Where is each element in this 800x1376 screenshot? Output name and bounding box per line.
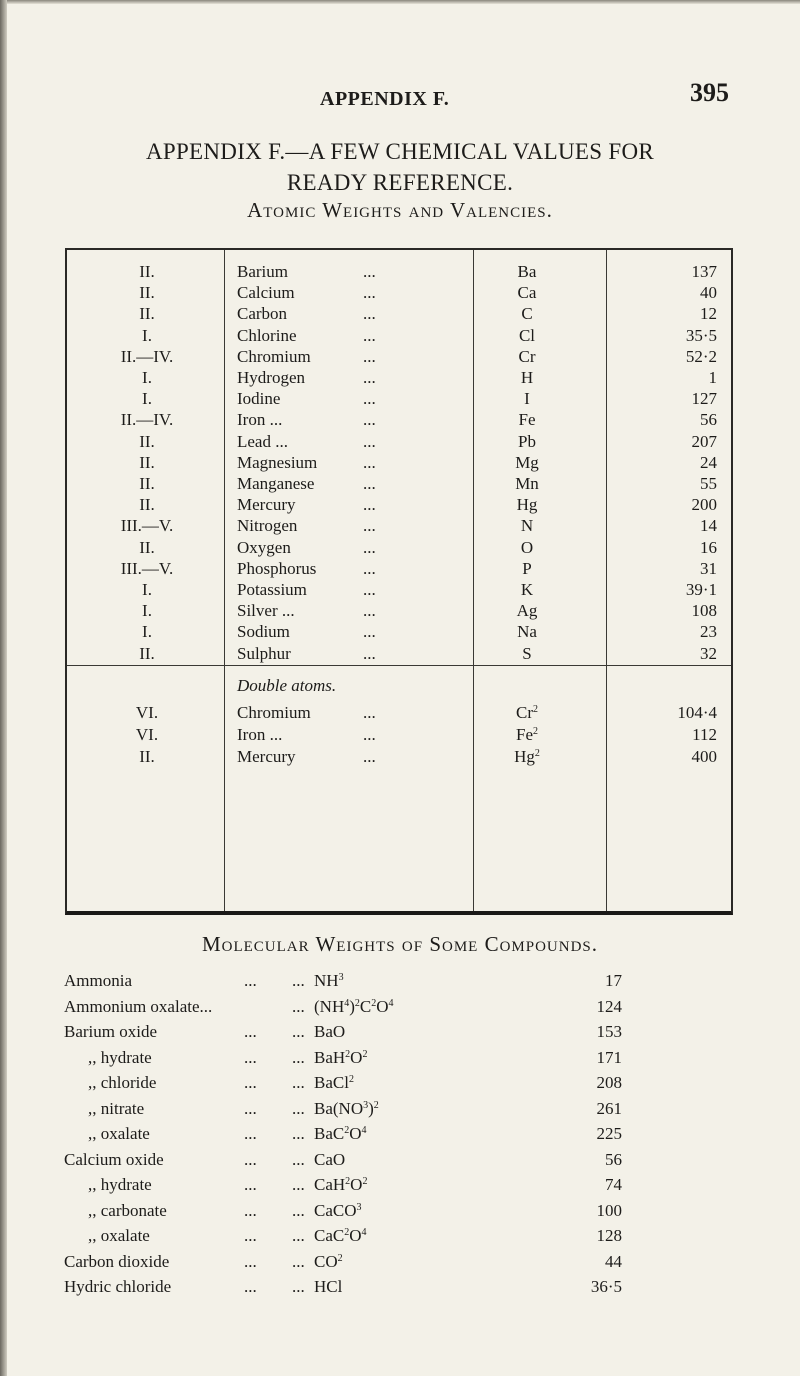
atomic-weight-cell: 35·5 xyxy=(685,325,717,345)
dot-leader: ... xyxy=(363,283,376,303)
atomic-weight-cell: 1 xyxy=(708,368,717,387)
symbol-cell: Ba xyxy=(517,262,537,281)
symbol-cell: Ag xyxy=(516,601,538,621)
symbol-cell: Ca xyxy=(517,283,537,303)
atomic-weight-cell: 55 xyxy=(700,474,717,493)
page-title xyxy=(0,136,800,198)
compound-row xyxy=(64,1121,764,1147)
element-row xyxy=(67,408,731,431)
atomic-weight-cell: 40 xyxy=(700,283,717,303)
compound-formula: CaO xyxy=(314,1149,346,1169)
molecular-weights-list xyxy=(64,968,764,1300)
dot-leader: ... xyxy=(292,1277,305,1296)
atomic-weight-cell: 16 xyxy=(700,537,717,557)
valency-cell: I. xyxy=(142,325,152,345)
dot-leader: ... xyxy=(244,1226,257,1245)
atomic-weight-cell: 137 xyxy=(691,262,717,281)
compound-name: Carbon dioxide xyxy=(64,1251,170,1271)
dot-leader: ... xyxy=(363,516,376,536)
compound-row xyxy=(64,1249,764,1275)
element-name-cell: Nitrogen xyxy=(237,516,298,536)
compound-row xyxy=(64,1045,764,1071)
atomic-weights-heading: Atomic Weights and Valencies. xyxy=(247,198,553,222)
page-top-edge xyxy=(0,0,800,4)
atomic-weight-cell: 52·2 xyxy=(685,346,717,366)
atomic-weight-cell: 39·1 xyxy=(685,580,717,599)
symbol-cell: Cr$^2$ xyxy=(516,703,538,722)
element-name-cell: Phosphorus xyxy=(237,558,317,578)
dot-leader: ... xyxy=(244,1277,257,1296)
symbol-cell: Na xyxy=(517,622,537,642)
dot-leader: ... xyxy=(292,1098,305,1118)
element-row xyxy=(67,451,731,474)
symbol-cell: Fe xyxy=(518,410,536,430)
symbol-cell: S xyxy=(522,643,532,663)
dot-leader: ... xyxy=(244,1073,257,1092)
element-name-cell: Chromium xyxy=(237,703,311,722)
dot-leader: ... xyxy=(292,996,305,1016)
compound-name: ,, nitrate xyxy=(88,1098,145,1118)
valency-cell: I. xyxy=(142,368,152,387)
element-name-cell: Oxygen xyxy=(237,537,291,557)
valency-cell: II. xyxy=(139,262,155,281)
compound-name: Calcium oxide xyxy=(64,1149,164,1169)
double-atom-row xyxy=(67,745,731,768)
compound-name: ,, hydrate xyxy=(88,1175,152,1194)
symbol-cell: P xyxy=(522,558,532,578)
dot-leader: ... xyxy=(244,1124,257,1143)
molecular-weight: 225 xyxy=(596,1124,622,1143)
compound-row xyxy=(64,1198,764,1224)
symbol-cell: I xyxy=(524,389,530,409)
dot-leader: ... xyxy=(244,1251,257,1271)
element-name-cell: Lead ... xyxy=(237,431,288,451)
dot-leader: ... xyxy=(363,325,376,345)
dot-leader: ... xyxy=(292,1047,305,1067)
double-atoms-heading: Double atoms. xyxy=(237,676,337,695)
running-title: APPENDIX F. xyxy=(320,88,450,110)
molecular-weights-heading: Molecular Weights of Some Compounds. xyxy=(201,932,599,956)
molecular-weight: 100 xyxy=(596,1200,622,1220)
page-title-line-2: READY REFERENCE. xyxy=(286,170,514,195)
element-row xyxy=(67,387,731,410)
dot-leader: ... xyxy=(363,580,376,599)
compound-row xyxy=(64,1019,764,1045)
molecular-weight: 208 xyxy=(596,1073,622,1092)
valency-cell: II. xyxy=(139,643,155,663)
valency-cell: II. xyxy=(139,474,155,493)
dot-leader: ... xyxy=(292,1149,305,1169)
molecular-weight: 128 xyxy=(596,1226,622,1245)
valency-cell: II. xyxy=(139,283,155,303)
symbol-cell: Mn xyxy=(515,474,539,493)
compound-formula: $CaC^2O^4$ xyxy=(314,1226,367,1245)
valency-cell: II. xyxy=(139,747,155,766)
element-row xyxy=(67,578,731,601)
symbol-cell: Cr xyxy=(518,346,536,366)
dot-leader: ... xyxy=(363,643,376,663)
element-name-cell: Calcium xyxy=(237,283,295,303)
valency-cell: III.—V. xyxy=(120,516,174,536)
compound-formula: $Ba(NO^3)^2$ xyxy=(314,1098,379,1118)
element-row xyxy=(67,472,731,495)
symbol-cell: Hg$^2$ xyxy=(514,747,540,766)
element-row xyxy=(67,642,731,665)
dot-leader: ... xyxy=(244,1022,257,1041)
dot-leader: ... xyxy=(244,1175,257,1194)
compound-name: ,, carbonate xyxy=(88,1200,167,1220)
element-name-cell: Barium xyxy=(237,262,288,281)
valency-cell: I. xyxy=(142,389,152,409)
symbol-cell: N xyxy=(520,516,534,536)
compound-formula: $CO^2$ xyxy=(314,1251,343,1271)
dot-leader: ... xyxy=(292,1200,305,1220)
table-section-divider xyxy=(67,665,731,666)
compound-row xyxy=(64,1274,764,1300)
atomic-weights-table xyxy=(65,248,733,915)
valency-cell: I. xyxy=(142,622,152,642)
valency-cell: VI. xyxy=(135,725,159,744)
dot-leader: ... xyxy=(363,262,376,281)
element-row xyxy=(67,260,731,283)
compound-row xyxy=(64,1223,764,1249)
dot-leader: ... xyxy=(363,495,376,515)
page-title-line-1: APPENDIX F.—A FEW CHEMICAL VALUES FOR xyxy=(145,139,655,164)
molecular-weight: 36·5 xyxy=(590,1277,622,1296)
atomic-weight-cell: 200 xyxy=(691,495,717,515)
atomic-weight-cell: 32 xyxy=(700,643,717,663)
dot-leader: ... xyxy=(363,368,376,387)
element-name-cell: Sodium xyxy=(237,622,290,642)
symbol-cell: H xyxy=(520,368,534,387)
valency-cell: II.—IV. xyxy=(120,346,174,366)
page-number: 395 xyxy=(690,78,729,107)
dot-leader: ... xyxy=(244,1200,257,1220)
valency-cell: II. xyxy=(139,537,155,557)
valency-cell: II. xyxy=(139,431,155,451)
dot-leader: ... xyxy=(363,474,376,493)
compound-name: ,, oxalate xyxy=(88,1124,150,1143)
dot-leader: ... xyxy=(292,1251,305,1271)
dot-leader: ... xyxy=(292,1226,305,1245)
valency-cell: II. xyxy=(139,495,155,515)
symbol-cell: Hg xyxy=(516,495,538,515)
dot-leader: ... xyxy=(244,1047,257,1067)
valency-cell: VI. xyxy=(135,703,159,722)
atomic-weight-cell: 207 xyxy=(691,431,717,451)
compound-name: Ammonia xyxy=(64,971,132,990)
dot-leader: ... xyxy=(363,431,376,451)
element-row xyxy=(67,599,731,622)
compound-row xyxy=(64,1172,764,1198)
dot-leader: ... xyxy=(363,703,376,722)
compound-name: ,, hydrate xyxy=(88,1047,152,1067)
element-row xyxy=(67,430,731,453)
symbol-cell: Fe$^2$ xyxy=(516,725,538,744)
element-row xyxy=(67,302,731,325)
valency-cell: II.—IV. xyxy=(120,410,174,430)
dot-leader: ... xyxy=(292,1124,305,1143)
double-atom-row xyxy=(67,723,731,746)
symbol-cell: Cl xyxy=(518,325,536,345)
element-name-cell: Silver ... xyxy=(237,601,295,621)
compound-row xyxy=(64,1096,764,1122)
molecular-weight: 261 xyxy=(596,1098,622,1118)
compound-row xyxy=(64,1070,764,1096)
dot-leader: ... xyxy=(363,346,376,366)
compound-name: ,, oxalate xyxy=(88,1226,150,1245)
element-name-cell: Sulphur xyxy=(237,643,291,663)
atomic-weight-cell: 14 xyxy=(700,516,717,536)
element-row xyxy=(67,281,731,304)
dot-leader: ... xyxy=(363,558,376,578)
compound-row xyxy=(64,968,764,994)
atomic-weight-cell: 104·4 xyxy=(677,703,717,722)
valency-cell: I. xyxy=(142,580,152,599)
molecular-weight: 153 xyxy=(596,1022,622,1041)
compound-row xyxy=(64,1147,764,1173)
atomic-weight-cell: 23 xyxy=(700,622,717,642)
dot-leader: ... xyxy=(363,304,376,324)
dot-leader: ... xyxy=(363,452,376,472)
element-name-cell: Carbon xyxy=(237,304,288,324)
symbol-cell: O xyxy=(520,537,534,557)
compound-formula: $BaC^2O^4$ xyxy=(314,1124,367,1143)
atomic-weight-cell: 24 xyxy=(700,452,717,472)
element-name-cell: Chlorine xyxy=(237,325,297,345)
atomic-weight-cell: 108 xyxy=(691,601,717,621)
element-name-cell: Mercury xyxy=(237,747,296,766)
molecular-weight: 44 xyxy=(605,1251,622,1271)
dot-leader: ... xyxy=(363,389,376,409)
compound-formula: BaCl$^2$ xyxy=(314,1073,354,1092)
dot-leader: ... xyxy=(292,1022,305,1041)
atomic-weight-cell: 56 xyxy=(700,410,717,430)
molecular-weight: 171 xyxy=(596,1047,622,1067)
element-row xyxy=(67,536,731,559)
dot-leader: ... xyxy=(363,410,376,430)
symbol-cell: Mg xyxy=(515,452,539,472)
element-row xyxy=(67,345,731,368)
compound-formula: $CaH^2O^2$ xyxy=(314,1175,368,1194)
atomic-weight-cell: 127 xyxy=(691,389,717,409)
element-name-cell: Mercury xyxy=(237,495,296,515)
element-name-cell: Hydrogen xyxy=(237,368,305,387)
running-head xyxy=(0,78,800,108)
atomic-weight-cell: 400 xyxy=(691,747,717,766)
compound-row xyxy=(64,994,764,1020)
valency-cell: I. xyxy=(142,601,152,621)
molecular-weight: 56 xyxy=(605,1149,622,1169)
dot-leader: ... xyxy=(363,747,376,766)
valency-cell: III.—V. xyxy=(120,558,174,578)
compound-formula: $(NH^4)^2C^2O^4$ xyxy=(314,996,394,1016)
atomic-weight-cell: 31 xyxy=(700,558,717,578)
element-name-cell: Iron ... xyxy=(237,725,283,744)
dot-leader: ... xyxy=(363,725,376,744)
compound-formula: $BaH^2O^2$ xyxy=(314,1047,368,1067)
compound-name: Ammonium oxalate... xyxy=(64,996,213,1016)
compound-formula: CaCO$^3$ xyxy=(314,1200,362,1220)
dot-leader: ... xyxy=(292,971,305,990)
dot-leader: ... xyxy=(292,1175,305,1194)
element-name-cell: Iron ... xyxy=(237,410,283,430)
compound-name: ,, chloride xyxy=(88,1073,157,1092)
dot-leader: ... xyxy=(244,1098,257,1118)
compound-formula: $NH^3$ xyxy=(314,971,344,990)
symbol-cell: C xyxy=(521,304,533,324)
molecular-weight: 74 xyxy=(605,1175,622,1194)
element-row xyxy=(67,557,731,580)
valency-cell: II. xyxy=(139,452,155,472)
valency-cell: II. xyxy=(139,304,155,324)
atomic-weight-cell: 112 xyxy=(692,725,717,744)
element-row xyxy=(67,514,731,537)
molecular-weight: 124 xyxy=(596,996,622,1016)
symbol-cell: K xyxy=(520,580,534,599)
compound-formula: BaO xyxy=(314,1022,346,1041)
molecular-weight: 17 xyxy=(605,971,622,990)
dot-leader: ... xyxy=(244,1149,257,1169)
element-row xyxy=(67,620,731,643)
element-name-cell: Iodine xyxy=(237,389,281,409)
compound-formula: HCl xyxy=(314,1277,343,1296)
compound-name: Hydric chloride xyxy=(64,1277,172,1296)
dot-leader: ... xyxy=(292,1073,305,1092)
double-atom-row xyxy=(67,701,731,724)
compound-name: Barium oxide xyxy=(64,1022,158,1041)
element-name-cell: Chromium xyxy=(237,346,311,366)
symbol-cell: Pb xyxy=(518,431,536,451)
element-row xyxy=(67,493,731,516)
dot-leader: ... xyxy=(244,971,257,990)
element-name-cell: Potassium xyxy=(237,580,307,599)
atomic-weight-cell: 12 xyxy=(700,304,717,324)
element-name-cell: Manganese xyxy=(237,474,315,493)
dot-leader: ... xyxy=(363,622,376,642)
element-row xyxy=(67,324,731,347)
dot-leader: ... xyxy=(363,537,376,557)
dot-leader: ... xyxy=(363,601,376,621)
element-name-cell: Magnesium xyxy=(237,452,318,472)
element-row xyxy=(67,366,731,389)
